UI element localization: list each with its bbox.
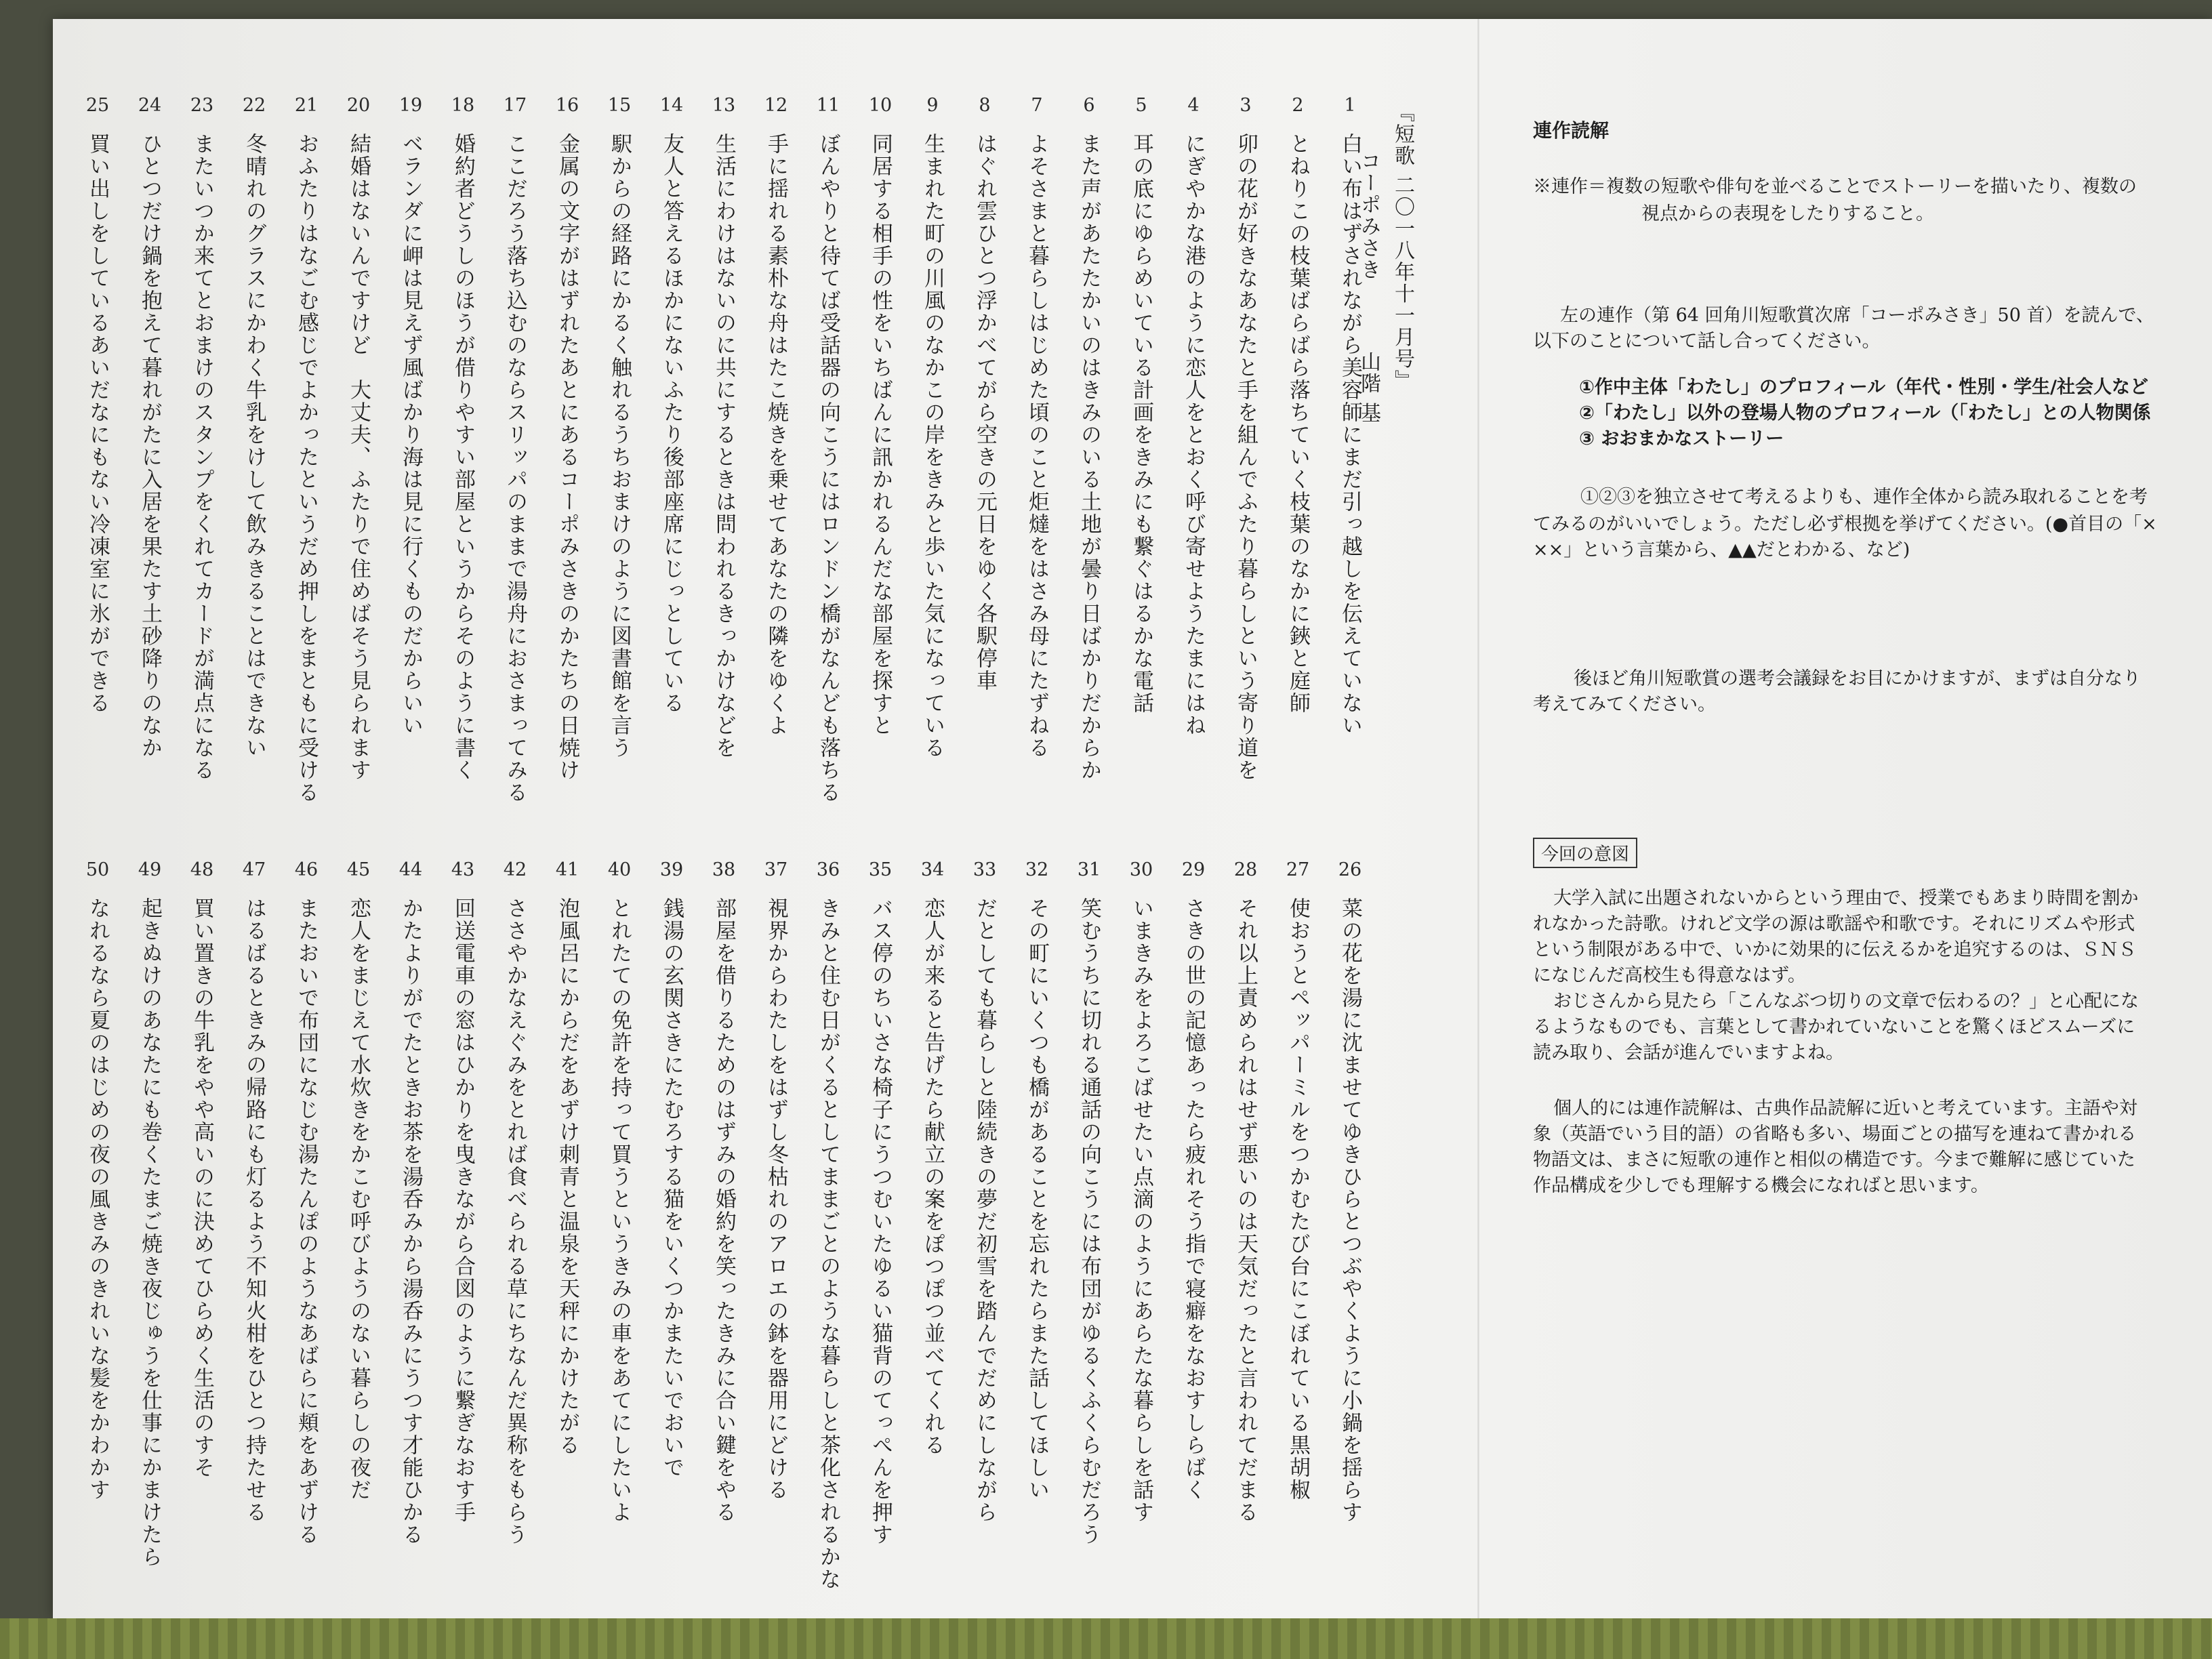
intent-line: という制限がある中で、いかに効果的に伝えるかを追究するのは、ＳＮＳ (1533, 939, 2137, 960)
poem-number: 31 (1077, 859, 1101, 880)
poem-text: 冬晴れのグラスにかわく牛乳をけして飲みきることはできない (242, 133, 266, 759)
poem-number: 26 (1338, 859, 1362, 880)
poem-number: 33 (972, 859, 997, 880)
intent-line: 象（英語でいう目的語）の省略も多い、場面ごとの描写を連ねて書かれる (1533, 1124, 2137, 1145)
intent-line: るようなものでも、言葉として書かれていないことを驚くほどスムーズに (1533, 1017, 2135, 1038)
poem-text: それ以上責められはせず悪いのは天気だったと言われてだまる (1233, 897, 1258, 1523)
section-heading: 連作読解 (1533, 119, 1610, 142)
hint-line: ××」という言葉から、▲▲だとわかる、など) (1533, 539, 1910, 560)
poem-number: 40 (607, 859, 632, 880)
poem-text: よそさまと暮らしはじめた頃のこと炬燵をはさみ母にたずねる (1025, 133, 1049, 759)
poem-text: 笑むうちに切れる通話の向こうには布団がゆるくふくらむだろう (1077, 897, 1101, 1546)
poem-number: 47 (242, 859, 266, 880)
poem-text: 卯の花が好きなあなたと手を組んでふたり暮らしという寄り道を (1233, 133, 1258, 781)
poem-text: その町にいくつも橋があることを忘れたらまた話してほしい (1025, 897, 1049, 1501)
poem-number: 25 (85, 95, 110, 116)
poem-author: 山階 基 (1357, 351, 1380, 424)
intent-line: 個人的には連作読解は、古典作品読解に近いと考えています。主語や対 (1553, 1098, 2137, 1119)
poem-number: 9 (926, 95, 939, 116)
intent-line: おじさんから見たら「こんなぶつ切りの文章で伝わるの？」と心配にな (1553, 991, 2139, 1012)
poem-text: ひとつだけ鍋を抱えて暮れがたに入居を果たす土砂降りのなか (138, 133, 162, 759)
poem-number: 13 (712, 95, 736, 116)
poem-text: 生まれた町の川風のなかこの岸をきみと歩いた気になっている (920, 133, 945, 759)
poem-text: 視界からわたしをはずし冬枯れのアロエの鉢を器用にどける (764, 897, 788, 1501)
poem-number: 38 (712, 859, 736, 880)
poem-number: 43 (451, 859, 475, 880)
poem-text: ベランダに岬は見えず風ばかり海は見に行くものだからいい (398, 133, 423, 737)
poem-number: 42 (503, 859, 527, 880)
poem-text: きみと住む日がくるとしてままごとのような暮らしと茶化されるかな (816, 897, 840, 1591)
paper-fold (1477, 19, 1479, 1618)
poem-number: 28 (1233, 859, 1258, 880)
poem-number: 45 (346, 859, 371, 880)
poem-text: 起きぬけのあなたにも巻くたまご焼き夜じゅうを仕事にかまけたら (138, 897, 162, 1568)
hint-line: ①②③を独立させて考えるよりも、連作全体から読み取れることを考 (1580, 487, 2148, 508)
poem-text: だとしても暮らしと陸続きの夢だ初雪を踏んでだめにしながら (972, 897, 997, 1523)
journal-source: 『短歌 二〇一八年十一月号』 (1391, 102, 1414, 392)
task-item: ③ おおまかなストーリー (1579, 428, 1784, 449)
poem-text: ささやかなえぐみをとれば食べられる草にちなんだ異称をもらう (503, 897, 527, 1546)
poem-text: 金属の文字がはずれたあとにあるコーポみさきのかたちの日焼け (555, 133, 579, 781)
poem-text: さきの世の記憶あったら疲れそう指で寝癖をなおすしらばく (1181, 897, 1206, 1501)
instruction-line: 左の連作（第 64 回角川短歌賞次席「コーポみさき」50 首）を読んで、 (1560, 305, 2154, 326)
poem-text: おふたりはなごむ感じでよかったというだめ押しをまともに受ける (294, 133, 319, 804)
intent-line: れなかった詩歌。けれど文学の源は歌謡や和歌です。それにリズムや形式 (1533, 914, 2135, 935)
poem-number: 5 (1135, 95, 1147, 116)
poem-number: 4 (1187, 95, 1200, 116)
intent-label: 今回の意図 (1533, 838, 1637, 868)
poem-number: 24 (138, 95, 162, 116)
poem-number: 15 (607, 95, 632, 116)
poem-number: 30 (1129, 859, 1153, 880)
note-line: 視点からの表現をしたりすること。 (1641, 203, 1934, 224)
poem-number: 49 (138, 859, 162, 880)
poem-text: 部屋を借りるためのはずみの婚約を笑ったきみに合い鍵をやる (712, 897, 736, 1523)
poem-number: 10 (868, 95, 893, 116)
poem-text: はるばるときみの帰路にも灯るよう不知火柑をひとつ持たせる (242, 897, 266, 1523)
poem-text: なれるなら夏のはじめの夜の風きみのきれいな髪をかわかす (85, 897, 110, 1501)
poem-number: 44 (398, 859, 423, 880)
poem-text: またいつか来てとおまけのスタンプをくれてカードが満点になる (190, 133, 214, 781)
poem-number: 36 (816, 859, 840, 880)
poem-number: 32 (1025, 859, 1049, 880)
poem-text: 銭湯の玄関さきにたむろする猫をいくつかまたいでおいで (659, 897, 684, 1479)
poem-text: 駅からの経路にかるく触れるうちおまけのように図書館を言う (607, 133, 632, 759)
poem-text: 生活にわけはないのに共にするときは問われるきっかけなどを (712, 133, 736, 759)
poem-text: 結婚はないんですけど 大丈夫、ふたりで住めばそう見られます (346, 133, 371, 781)
poem-text: またおいで布団になじむ湯たんぽのようなあばらに頬をあずける (294, 897, 319, 1546)
intent-line: 作品構成を少しでも理解する機会になればと思います。 (1533, 1175, 1989, 1196)
poem-text: とれたての免許を持って買うというきみの車をあてにしたいよ (607, 897, 632, 1523)
poem-text: 耳の底にゆらめいている計画をきみにも繋ぐはるかな電話 (1129, 133, 1153, 714)
poem-number: 22 (242, 95, 266, 116)
closing-line: 後ほど角川短歌賞の選考会議録をお目にかけますが、まずは自分なり (1574, 668, 2141, 689)
poem-title: コーポみさき (1357, 150, 1380, 281)
hint-line: てみるのがいいでしょう。ただし必ず根拠を挙げてください。(●首目の「× (1533, 514, 2157, 535)
poem-number: 14 (659, 95, 684, 116)
poem-number: 34 (920, 859, 945, 880)
intent-line: 物語文は、まさに短歌の連作と相似の構造です。今まで難解に感じていた (1533, 1149, 2135, 1170)
chair-cushion (0, 1618, 2212, 1659)
instruction-line: 以下のことについて話し合ってください。 (1533, 331, 1881, 352)
poem-text: いまきみをよろこばせたい点滴のようにあらたな暮らしを話す (1129, 897, 1153, 1523)
poem-number: 6 (1083, 95, 1095, 116)
poem-number: 48 (190, 859, 214, 880)
poem-number: 39 (659, 859, 684, 880)
intent-line: になじんだ高校生も得意なはず。 (1533, 965, 1806, 986)
poem-text: バス停のちいさな椅子にうつむいたゆるい猫背のてっぺんを押す (868, 897, 893, 1546)
poem-number: 35 (868, 859, 893, 880)
poem-text: 泡風呂にからだをあずけ刺青と温泉を天秤にかけたがる (555, 897, 579, 1456)
poem-text: とねりこの枝葉ばらばら落ちていく枝葉のなかに鋏と庭師 (1286, 133, 1310, 714)
poem-text: 白い布はずされながら美容師にまだ引っ越しを伝えていない (1338, 133, 1362, 737)
poem-text: また声があたたかいのはきみのいる土地が曇り日ばかりだからか (1077, 133, 1101, 781)
poem-text: 同居する相手の性をいちばんに訊かれるんだな部屋を探すと (868, 133, 893, 737)
poem-text: 恋人をまじえて水炊きをかこむ呼びようのない暮らしの夜だ (346, 897, 371, 1501)
poem-text: 友人と答えるほかにないふたり後部座席にじっとしている (659, 133, 684, 714)
poem-number: 8 (979, 95, 991, 116)
poem-text: 菜の花を湯に沈ませてゆきひらとつぶやくように小鍋を揺らす (1338, 897, 1362, 1523)
poem-number: 19 (398, 95, 423, 116)
poem-text: かたよりがでたときお茶を湯呑みから湯呑みにうつす才能ひかる (398, 897, 423, 1546)
intent-line: 大学入試に出題されないからという理由で、授業でもあまり時間を割か (1553, 888, 2139, 909)
poem-number: 23 (190, 95, 214, 116)
poem-number: 2 (1292, 95, 1304, 116)
poem-number: 41 (555, 859, 579, 880)
poem-number: 29 (1181, 859, 1206, 880)
poem-number: 50 (85, 859, 110, 880)
task-item: ①作中主体「わたし」のプロフィール（年代・性別・学生/社会人など (1579, 377, 2149, 398)
task-item: ②「わたし」以外の登場人物のプロフィール（「わたし」との人物関係 (1579, 403, 2151, 424)
poem-number: 18 (451, 95, 475, 116)
poem-number: 12 (764, 95, 788, 116)
poem-text: 恋人が来ると告げたら献立の案をぽつぽつ並べてくれる (920, 897, 945, 1456)
poem-text: はぐれ雲ひとつ浮かべてがら空きの元日をゆく各駅停車 (972, 133, 997, 692)
poem-text: 使おうとペッパーミルをつかむたび台にこぼれている黒胡椒 (1286, 897, 1310, 1501)
poem-number: 3 (1240, 95, 1252, 116)
poem-text: 買い置きの牛乳をやや高いのに決めてひらめく生活のすそ (190, 897, 214, 1479)
poem-number: 21 (294, 95, 319, 116)
poem-text: ここだろう落ち込むのならスリッパのままで湯舟におさまってみる (503, 133, 527, 804)
note-line: ※連作＝複数の短歌や俳句を並べることでストーリーを描いたり、複数の (1533, 176, 2137, 197)
closing-line: 考えてみてください。 (1533, 694, 1716, 715)
poem-number: 46 (294, 859, 319, 880)
intent-line: 読み取り、会話が進んでいますよね。 (1533, 1042, 1844, 1063)
poem-text: にぎやかな港のように恋人をとおく呼び寄せようたまにはね (1181, 133, 1206, 737)
poem-text: 回送電車の窓はひかりを曳きながら合図のように繋ぎなおす手 (451, 897, 475, 1523)
poem-number: 11 (816, 95, 840, 116)
poem-number: 7 (1031, 95, 1043, 116)
poem-number: 17 (503, 95, 527, 116)
poem-text: ぼんやりと待てば受話器の向こうにはロンドン橋がなんども落ちる (816, 133, 840, 804)
poem-number: 1 (1344, 95, 1356, 116)
poem-number: 27 (1286, 859, 1310, 880)
poem-number: 37 (764, 859, 788, 880)
poem-text: 婚約者どうしのほうが借りやすい部屋というからそのように書く (451, 133, 475, 781)
poem-text: 手に揺れる素朴な舟はたこ焼きを乗せてあなたの隣をゆくよ (764, 133, 788, 737)
poem-number: 20 (346, 95, 371, 116)
poem-number: 16 (555, 95, 579, 116)
poem-text: 買い出しをしているあいだなにもない冷凍室に氷ができる (85, 133, 110, 714)
